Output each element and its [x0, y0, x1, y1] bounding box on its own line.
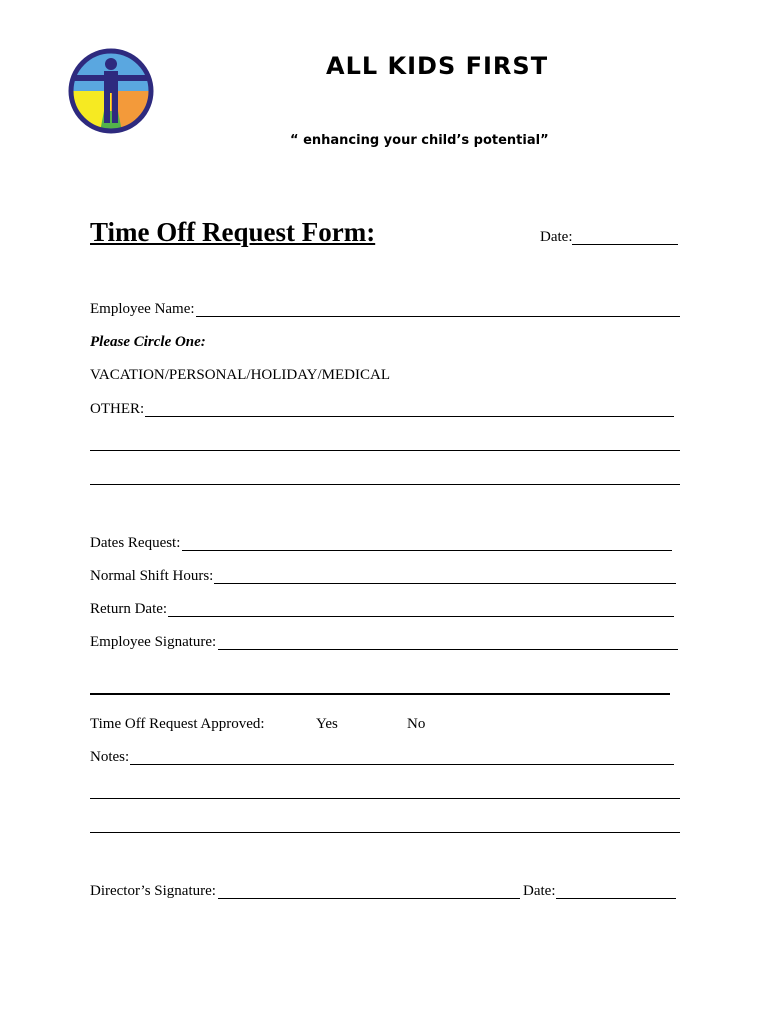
employee-name-label: Employee Name:: [90, 301, 195, 317]
dates-request-field[interactable]: [182, 550, 672, 551]
approved-yes-option[interactable]: Yes: [316, 716, 338, 732]
employee-name-field[interactable]: [196, 316, 680, 317]
date-field[interactable]: [572, 244, 678, 245]
director-signature-field[interactable]: [218, 898, 520, 899]
other-field-line-2[interactable]: [90, 450, 680, 451]
notes-label: Notes:: [90, 749, 130, 765]
other-label: OTHER:: [90, 401, 145, 417]
other-field[interactable]: [145, 416, 674, 417]
director-date-field[interactable]: [556, 898, 676, 899]
date-label: Date:: [540, 229, 573, 245]
notes-field-line-3[interactable]: [90, 832, 680, 833]
approved-no-option[interactable]: No: [407, 716, 426, 732]
section-divider: [90, 693, 670, 695]
form-title: Time Off Request Form:: [90, 217, 376, 247]
organization-name: ALL KIDS FIRST: [326, 52, 549, 80]
notes-field-line-2[interactable]: [90, 798, 680, 799]
return-date-label: Return Date:: [90, 601, 168, 617]
approved-label: Time Off Request Approved:: [90, 716, 265, 732]
employee-signature-label: Employee Signature:: [90, 634, 217, 650]
shift-hours-label: Normal Shift Hours:: [90, 568, 214, 584]
leave-type-options[interactable]: VACATION/PERSONAL/HOLIDAY/MEDICAL: [90, 367, 391, 383]
director-date-label: Date:: [523, 883, 556, 899]
return-date-field[interactable]: [168, 616, 674, 617]
notes-field[interactable]: [130, 764, 674, 765]
tagline: “ enhancing your child’s potential”: [290, 133, 549, 148]
shift-hours-field[interactable]: [214, 583, 676, 584]
circle-instruction: Please Circle One:: [90, 334, 206, 350]
employee-signature-field[interactable]: [218, 649, 678, 650]
dates-request-label: Dates Request:: [90, 535, 181, 551]
other-field-line-3[interactable]: [90, 484, 680, 485]
organization-logo: [66, 45, 156, 137]
director-signature-label: Director’s Signature:: [90, 883, 216, 899]
